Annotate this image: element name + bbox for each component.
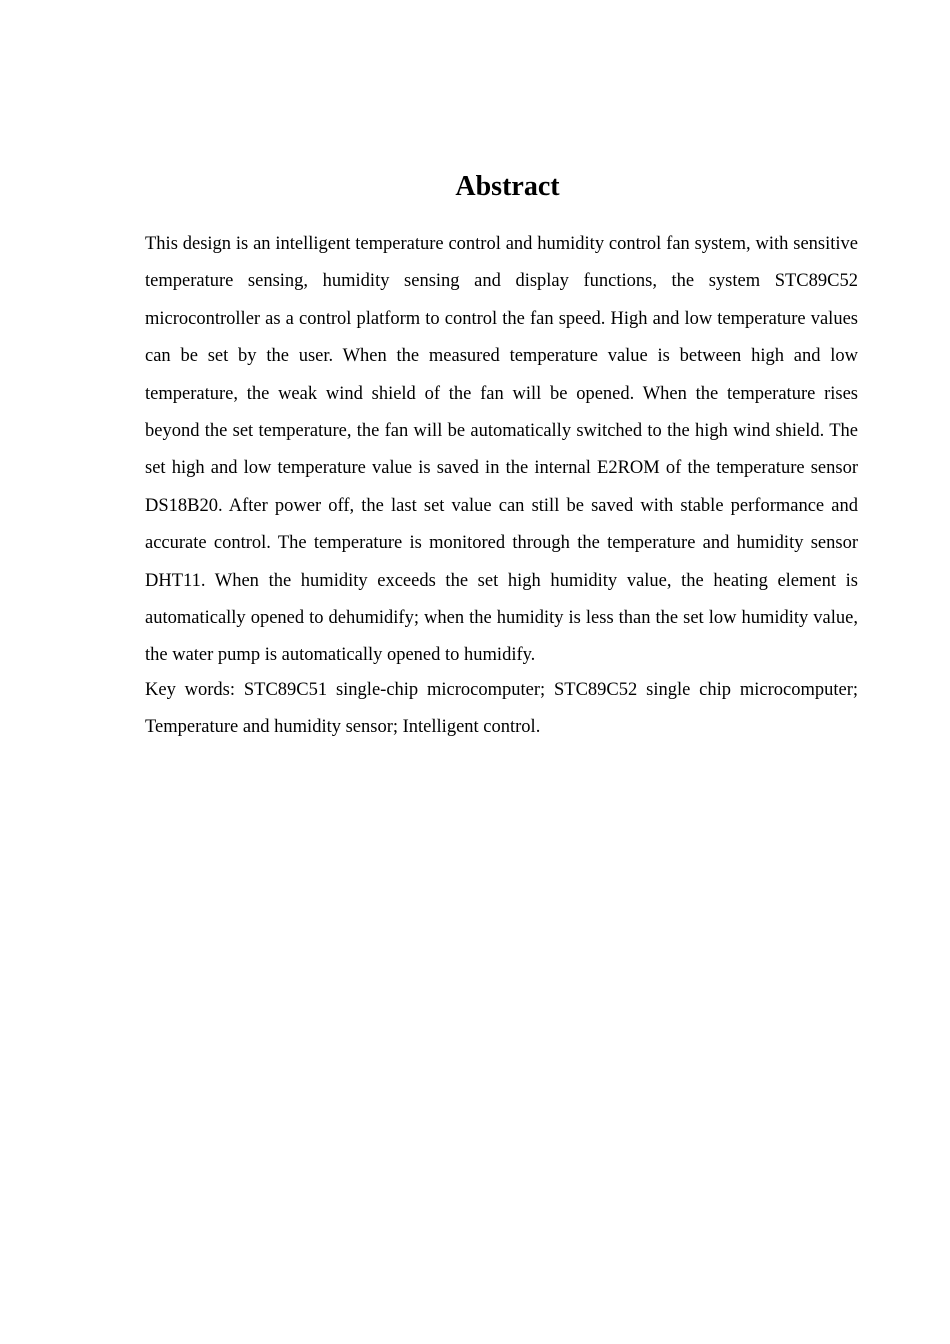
page-title: Abstract: [455, 171, 560, 202]
abstract-paragraph: This design is an intelligent temperature control and humidity control fan system, with sensitive temperature sensing, humidity sensing and display functions, the system STC89C52 microcontroller as a control platform to control the fan speed. High and low temperature values can be set by the user. When the measured temperature value is between high and low temperature, the weak wind shield of the fan will be opened. When the temperature rises beyond the set temperature, the fan will be automatically switched to the high wind shield. The set high and low temperature value is saved in the internal E2ROM of the temperature sensor DS18B20. After power off, the last set value can still be saved with stable performance and accurate control. The temperature is monitored through the temperature and humidity sensor DHT11. When the humidity exceeds the set high humidity value, the heating element is automatically opened to dehumidify; when the humidity is less than the set low humidity value, the water pump is automatically opened to humidify.: [145, 234, 858, 666]
abstract-section: [145, 168, 858, 747]
keywords-paragraph: Key words: STC89C51 single-chip microcomputer; STC89C52 single chip microcomputer; Temperature and humidity sensor; Intelligent control.: [145, 679, 858, 738]
